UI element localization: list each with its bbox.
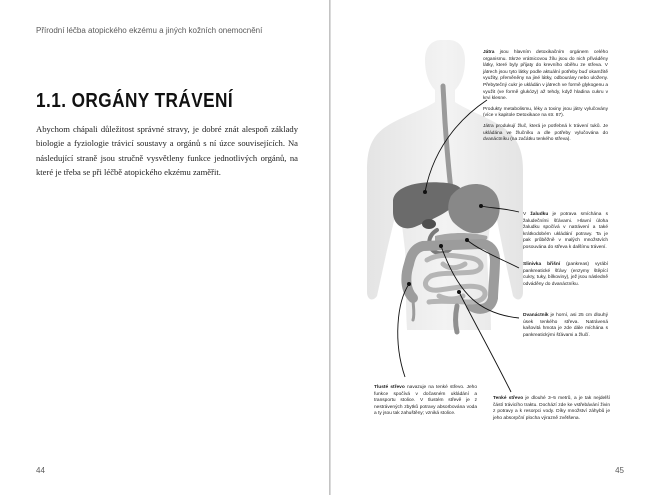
appendix: [413, 298, 414, 320]
text-liver-metabolism: Produkty metabolismu, léky a toxiny jsou játry vylučovány (více v kapitole Detoxikace na str. 87).: [483, 106, 608, 119]
prefix-stomach: V: [523, 212, 531, 217]
note-stomach: [523, 212, 608, 252]
chapter-title: 1.1. ORGÁNY TRÁVENÍ: [36, 90, 234, 112]
intro-paragraph: Abychom chápali důležitost správné stravy, je dobré znát alespoň základy biologie a fyziologie trávicí soustavy a orgánů s ní úzce souvisejících. Na následující straně jsou stručně vysvětleny funkce jednotlivých orgánů, na které je třeba se při léčbě atopického ekzému zaměřit.: [36, 124, 298, 177]
left-page: [0, 0, 329, 495]
rectum: [456, 306, 458, 332]
term-pancreas: Slinivka břišní: [523, 262, 561, 267]
term-small-intestine: Tenké střevo: [493, 396, 524, 401]
page-number-left: 44: [36, 466, 45, 475]
note-large-intestine: [374, 385, 477, 418]
text-duodenum: je horní, asi 25 cm dlouhý úsek tenkého střeva. Natrávená kašovitá hmota je zde dále míchána s pankreatickými šťávami a žlučí.: [523, 313, 608, 338]
right-page: [331, 0, 660, 495]
text-small-intestine: je dlouhé 3–5 metrů, a je tak nejdelší částí trávicího traktu. Dochází zde ke vstřebávání živin z potravy a k resorpci vody. Díky množství záhybů je jeho absorpční plocha výrazně zvětšena.: [493, 396, 610, 421]
gall-bladder: [422, 219, 436, 229]
term-stomach: žaludku: [530, 212, 549, 217]
term-duodenum: Dvanáctník: [523, 313, 549, 318]
note-liver: [483, 50, 608, 144]
note-duodenum: [523, 313, 608, 339]
term-large-intestine: Tlusté střevo: [374, 385, 405, 390]
text-large-intestine: navazuje na tenké střevo. Jeho funkce spočívá v dočasném ukládání a transportu stolice. V tlustém střevě je z nestrávených zbytků potravy absorbována voda a ty jsou tak zahuštěny; vzniká stolice.: [374, 385, 478, 417]
note-small-intestine: [493, 396, 610, 422]
text-stomach: je potrava smíchána s žaludečními šťávami. Hlavní úloha žaludku spočívá v natrávení a také krátkodobém ukládání potravy. Ta je pak průběžně v malých množstvích posouvána do střeva k dalšímu trávení.: [523, 212, 608, 250]
text-liver-bile: Játra produkují žluč, která je potřebná k trávení tuků. Je ukládána ve žlučníku a dle potřeby vylučována do dvanáctníku (na začátku tenkého střeva).: [483, 123, 608, 143]
note-pancreas: [523, 262, 608, 288]
text-pancreas: (pankreas) vyrábí pankreatické šťávy (enzymy štěpící cukry, tuky, bílkoviny), jež jsou následně odváděny do dvanáctníku.: [523, 262, 609, 287]
term-liver: Játra: [483, 50, 495, 55]
page-number-right: 45: [615, 466, 624, 475]
text-liver: jsou hlavním detoxikačním orgánem celého organismu. Skrze vrátnicovou žílu jsou do nich přiváděny látky, které byly přijaty do krevního oběhu ze střeva. V játrech jsou tyto látky podle aktuální potřeby buď okamžitě využity, přeměněny na jiné látky, odbourány nebo uloženy. Přebytečný cukr je ukládán v játrech ve formě glykogenu a využit (ve formě glukózy) až tehdy, když hladina cukru v krvi klesne.: [483, 50, 608, 102]
running-head: Přírodní léčba atopického ekzému a jiných kožních onemocnění: [36, 26, 263, 35]
